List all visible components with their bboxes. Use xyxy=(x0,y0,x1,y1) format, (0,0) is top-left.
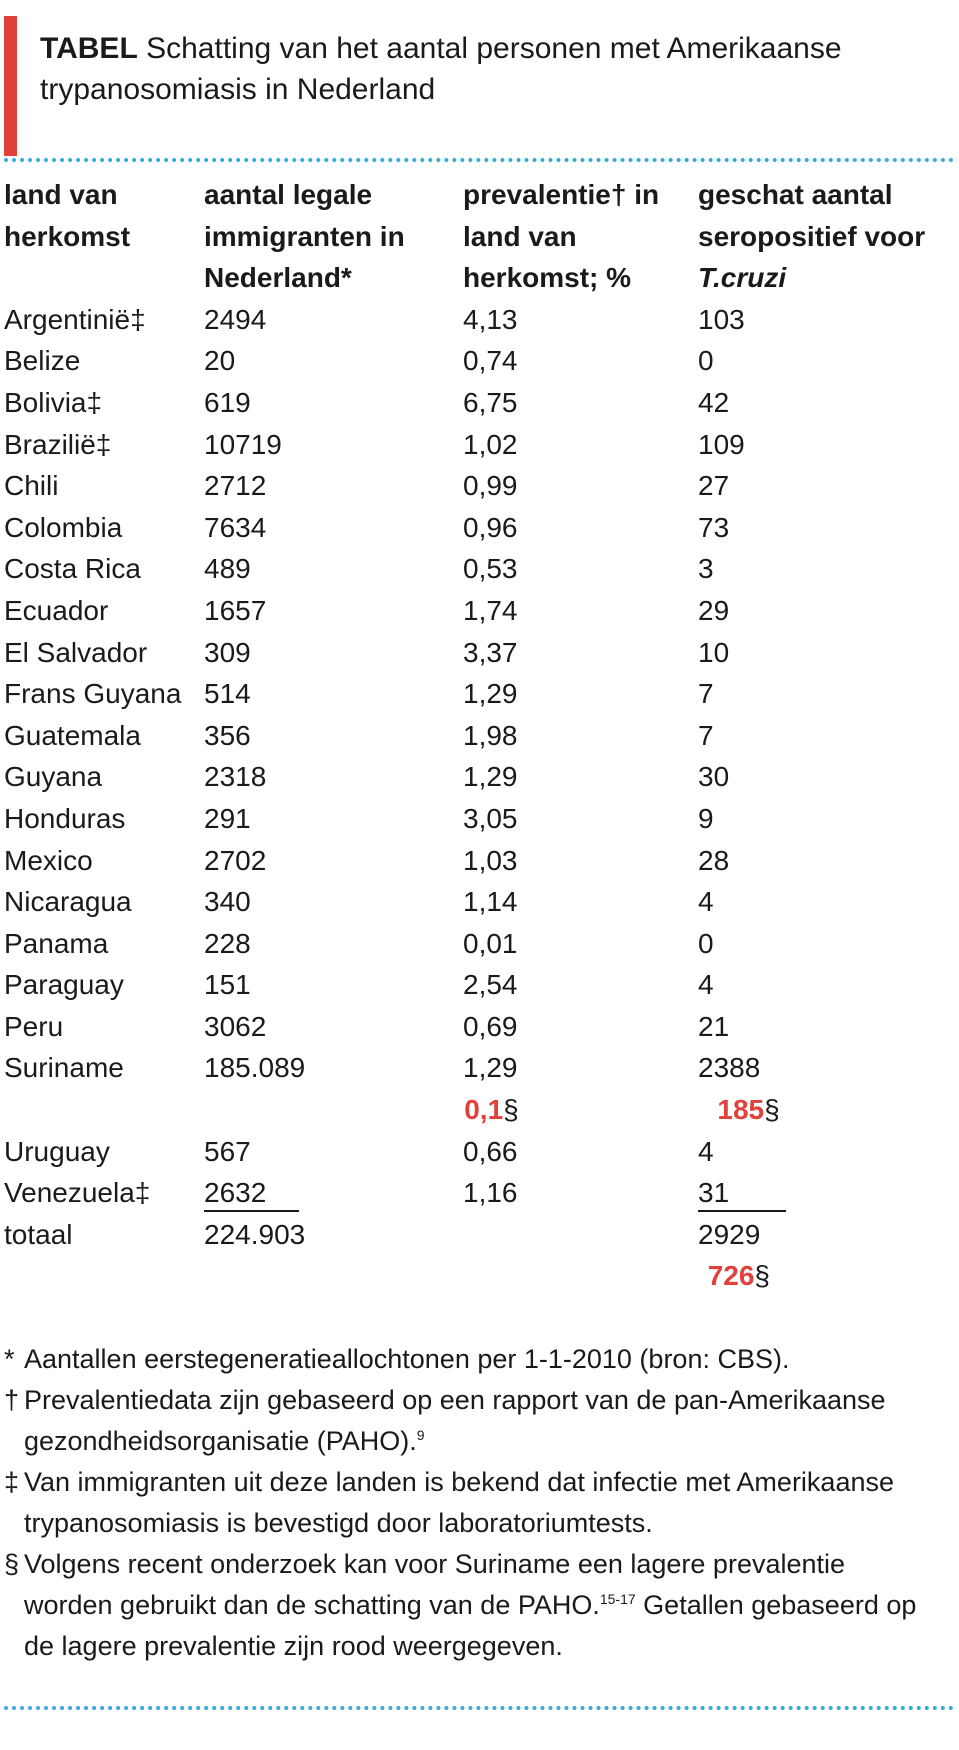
cell-estimate: 42 xyxy=(698,386,730,418)
table-title xyxy=(40,28,940,110)
cell-empty xyxy=(463,1214,698,1256)
cell-estimate: 2388 xyxy=(698,1052,761,1084)
table-row xyxy=(4,881,954,923)
cell-estimate: 7 xyxy=(698,678,714,710)
col-header-country: land van herkomst xyxy=(4,179,131,252)
cell-immigrants: 356 xyxy=(204,719,251,751)
table-row xyxy=(4,382,954,424)
cell-immigrants: 1657 xyxy=(204,594,267,626)
table-row xyxy=(4,507,954,549)
cell-estimate: 9 xyxy=(698,802,714,834)
table-row xyxy=(4,673,954,715)
footnote-symbol: § xyxy=(4,1549,20,1579)
footnote-text: Prevalentiedata zijn gebaseerd op een rapport van de pan-Amerikaanse gezondheidsorganisatie (PAHO). xyxy=(24,1385,886,1456)
footnote-text-wrap xyxy=(24,1544,934,1667)
cell-immigrants: 619 xyxy=(204,386,251,418)
table-row xyxy=(4,632,954,674)
cell-prevalence: 3,37 xyxy=(463,636,518,668)
table-row xyxy=(4,1006,954,1048)
footnote-text-wrap xyxy=(24,1380,934,1462)
cell-prevalence: 0,99 xyxy=(463,470,518,502)
cell-country: Colombia xyxy=(4,511,123,543)
cell-prevalence: 3,05 xyxy=(463,802,518,834)
cell-estimate: 73 xyxy=(698,511,730,543)
footnote-text: Van immigranten uit deze landen is bekend dat infectie met Amerikaanse trypanosomiasis is bevestigd door laboratoriumtests. xyxy=(24,1467,894,1538)
cell-prevalence: 0,69 xyxy=(463,1010,518,1042)
cell-total-label: totaal xyxy=(4,1218,73,1250)
col-header-estimate xyxy=(698,174,954,299)
cell-total-estimate-alt xyxy=(672,1255,954,1297)
cell-country: Panama xyxy=(4,927,109,959)
cell-prevalence: 4,13 xyxy=(463,303,518,335)
footnote-ref: 9 xyxy=(416,1427,425,1443)
footnote-text: Volgens recent onderzoek kan voor Suriname een lagere prevalentie worden gebruikt dan de schatting van de PAHO. xyxy=(24,1549,846,1620)
cell-immigrants: 489 xyxy=(204,553,251,585)
cell-estimate: 27 xyxy=(698,470,730,502)
footnotes xyxy=(4,1339,934,1667)
cell-country: Suriname xyxy=(4,1052,124,1084)
cell-prevalence: 1,02 xyxy=(463,428,518,460)
cell-immigrants: 185.089 xyxy=(204,1052,306,1084)
cell-immigrants: 20 xyxy=(204,345,236,377)
cell-estimate-alt xyxy=(681,1089,954,1131)
cell-country: Guatemala xyxy=(4,719,141,751)
table-title-text: Schatting van het aantal personen met Amerikaanse trypanosomiasis in Nederland xyxy=(40,32,842,106)
col-header-estimate-organism: T.cruzi xyxy=(698,262,787,294)
cell-total-immigrants: 224.903 xyxy=(204,1218,306,1250)
col-header-estimate-text: geschat aantal seropositief voor xyxy=(698,179,926,252)
cell-prevalence: 1,14 xyxy=(463,886,518,918)
cell-estimate: 29 xyxy=(698,594,730,626)
cell-immigrants: 3062 xyxy=(204,1010,267,1042)
footnote-text: Aantallen eerstegeneratieallochtonen per 1-1-2010 (bron: CBS). xyxy=(24,1344,790,1374)
table-row xyxy=(4,1131,954,1173)
cell-country: Chili xyxy=(4,470,59,502)
alt-mark: § xyxy=(764,1094,780,1126)
cell-country: Belize xyxy=(4,345,81,377)
cell-immigrants: 514 xyxy=(204,678,251,710)
cell-estimate: 4 xyxy=(698,969,714,1001)
table-row xyxy=(4,964,954,1006)
table-row xyxy=(4,590,954,632)
cell-immigrants: 567 xyxy=(204,1135,251,1167)
cell-prevalence: 0,96 xyxy=(463,511,518,543)
cell-estimate: 103 xyxy=(698,303,745,335)
table-header xyxy=(4,174,954,299)
footnote-symbol: † xyxy=(4,1385,20,1415)
total-alt-value: 726 xyxy=(707,1260,755,1292)
title-accent-bar xyxy=(4,16,17,156)
cell-immigrants: 151 xyxy=(204,969,251,1001)
cell-country: Guyana xyxy=(4,761,103,793)
footnote xyxy=(4,1544,934,1667)
cell-immigrants: 2494 xyxy=(204,303,267,335)
footnote xyxy=(4,1380,934,1462)
cell-country: Honduras xyxy=(4,802,126,834)
table-row xyxy=(4,340,954,382)
table-row xyxy=(4,424,954,466)
cell-prevalence: 0,01 xyxy=(463,927,518,959)
cell-estimate: 0 xyxy=(698,345,714,377)
cell-country: Frans Guyana xyxy=(4,678,182,710)
cell-estimate: 3 xyxy=(698,553,714,585)
cell-empty xyxy=(446,1255,672,1297)
cell-country: Venezuela‡ xyxy=(4,1177,151,1209)
cell-country: Uruguay xyxy=(4,1135,110,1167)
cell-prevalence: 1,29 xyxy=(463,678,518,710)
cell-prevalence-alt xyxy=(428,1089,681,1131)
cell-estimate: 30 xyxy=(698,761,730,793)
cell-estimate-value: 31 xyxy=(698,1176,786,1212)
data-table xyxy=(4,174,954,1297)
cell-immigrants: 2712 xyxy=(204,470,267,502)
cell-prevalence: 1,74 xyxy=(463,594,518,626)
alt-prevalence-value: 0,1 xyxy=(464,1094,504,1126)
cell-prevalence: 1,29 xyxy=(463,1052,518,1084)
cell-empty xyxy=(196,1255,445,1297)
cell-immigrants: 291 xyxy=(204,802,251,834)
table-row xyxy=(4,1172,954,1214)
col-header-immigrants: aantal legale immigranten in Nederland* xyxy=(204,179,405,294)
cell-estimate: 4 xyxy=(698,1135,714,1167)
table-label: TABEL xyxy=(40,32,138,65)
table-row-total xyxy=(4,1214,954,1256)
col-header-prevalence: prevalentie† in land van herkomst; % xyxy=(463,179,660,294)
table-row xyxy=(4,299,954,341)
top-dotted-rule xyxy=(4,158,954,162)
alt-mark: § xyxy=(503,1094,519,1126)
cell-immigrants xyxy=(204,1172,463,1214)
alt-estimate-value: 185 xyxy=(717,1094,765,1126)
cell-country: Costa Rica xyxy=(4,553,141,585)
cell-country: Bolivia‡ xyxy=(4,386,103,418)
footnote xyxy=(4,1462,934,1544)
cell-estimate: 28 xyxy=(698,844,730,876)
cell-country: Ecuador xyxy=(4,594,109,626)
cell-estimate xyxy=(698,1172,954,1214)
cell-prevalence: 1,16 xyxy=(463,1177,518,1209)
cell-estimate: 4 xyxy=(698,886,714,918)
cell-total-estimate: 2929 xyxy=(698,1218,761,1250)
cell-prevalence: 2,54 xyxy=(463,969,518,1001)
cell-prevalence: 0,74 xyxy=(463,345,518,377)
cell-country: Nicaragua xyxy=(4,886,132,918)
table-row xyxy=(4,715,954,757)
cell-country: Argentinië‡ xyxy=(4,303,146,335)
table-row xyxy=(4,548,954,590)
bottom-dotted-rule xyxy=(4,1706,954,1710)
table-body xyxy=(4,299,954,1297)
cell-prevalence: 1,29 xyxy=(463,761,518,793)
footnote-ref: 15-17 xyxy=(599,1591,636,1607)
cell-immigrants: 309 xyxy=(204,636,251,668)
table-row xyxy=(4,840,954,882)
cell-country: Mexico xyxy=(4,844,93,876)
cell-estimate: 109 xyxy=(698,428,745,460)
cell-immigrants: 10719 xyxy=(204,428,282,460)
cell-estimate: 21 xyxy=(698,1010,730,1042)
table-row xyxy=(4,465,954,507)
footnote-symbol: * xyxy=(4,1344,15,1374)
cell-country: Paraguay xyxy=(4,969,124,1001)
cell-country: Brazilië‡ xyxy=(4,428,112,460)
cell-empty xyxy=(4,1255,196,1297)
cell-immigrants: 2702 xyxy=(204,844,267,876)
table-row-alt xyxy=(4,1089,954,1131)
footnote-symbol: ‡ xyxy=(4,1467,20,1497)
cell-empty xyxy=(4,1089,189,1131)
cell-immigrants-value: 2632 xyxy=(204,1176,299,1212)
cell-empty xyxy=(189,1089,428,1131)
cell-immigrants: 2318 xyxy=(204,761,267,793)
footnote xyxy=(4,1339,934,1380)
cell-estimate: 0 xyxy=(698,927,714,959)
footnote-text-cont: Getallen gebaseerd op de lagere prevalentie zijn rood weergegeven. xyxy=(24,1590,917,1661)
cell-prevalence: 0,66 xyxy=(463,1135,518,1167)
table-row xyxy=(4,756,954,798)
table-row xyxy=(4,923,954,965)
cell-estimate: 7 xyxy=(698,719,714,751)
cell-country: El Salvador xyxy=(4,636,148,668)
table-row-total-alt xyxy=(4,1255,954,1297)
cell-prevalence: 6,75 xyxy=(463,386,518,418)
cell-prevalence: 1,03 xyxy=(463,844,518,876)
cell-prevalence: 1,98 xyxy=(463,719,518,751)
cell-immigrants: 7634 xyxy=(204,511,267,543)
cell-immigrants: 340 xyxy=(204,886,251,918)
table-row xyxy=(4,1047,954,1089)
cell-immigrants: 228 xyxy=(204,927,251,959)
cell-prevalence: 0,53 xyxy=(463,553,518,585)
cell-estimate: 10 xyxy=(698,636,730,668)
alt-mark: § xyxy=(754,1260,770,1292)
cell-country: Peru xyxy=(4,1010,64,1042)
table-row xyxy=(4,798,954,840)
